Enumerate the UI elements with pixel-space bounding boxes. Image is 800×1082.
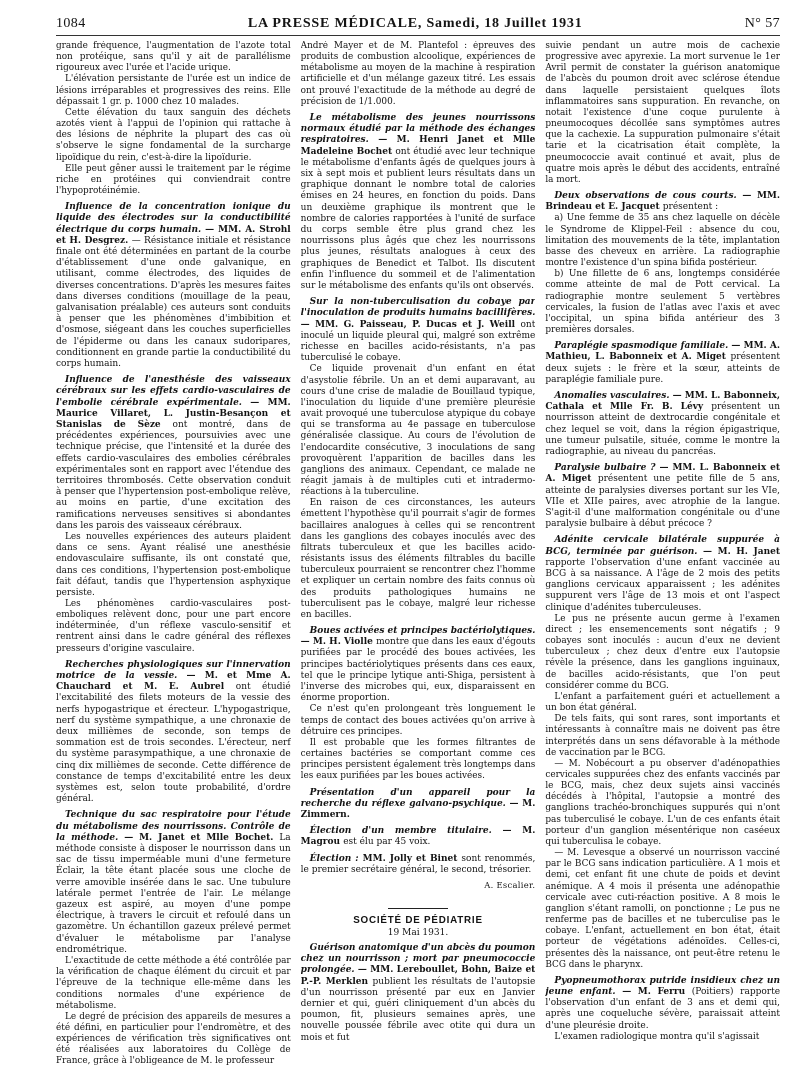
paragraph: b) Une fillette de 6 ans, longtemps considérée comme atteinte de mal de Pott cervical. La radiographie montre seulement 5 vertèbres cervicales, la fusion de l'atlas avec l'axis et avec l'occipital, un spina bifida antérieur des 3 premières dorsales. xyxy=(545,269,781,335)
communication-title: Anomalies vasculaires. xyxy=(554,390,670,401)
divider xyxy=(388,908,448,909)
communication-authors: — MM. G. Paisseau, P. Ducas et J. Weill xyxy=(300,319,516,330)
communication xyxy=(301,788,536,822)
communication-authors: — MM. A. Strohl et H. Desgrez. xyxy=(56,224,291,246)
communication-text: ont inoculé un liquide pleural qui, malgré son extrême richesse en bacilles acido-résistants, n'a pas tuberculisé le cobaye. xyxy=(300,319,536,364)
paragraph: L'élévation persistante de l'urée est un indice de lésions irréparables et progressives des reins. Elle dépassait 1 gr. p. 1000 chez 10 malades. xyxy=(56,74,291,107)
paragraph: a) Une femme de 35 ans chez laquelle on décèle le Syndrome de Klippel-Feil : absence du cou, limitation des mouvements de la tête, implantation basse des cheveux en arrière. La radiographie montre l'existence d'un spina bifida postérieur. xyxy=(545,213,781,269)
communication xyxy=(545,391,780,458)
communication-title: Influence de l'anesthésie des vaisseaux cérébraux sur les effets cardio-vasculaires de l'embolie cérébrale expérimentale. xyxy=(56,375,291,408)
communication-text: ont étudié avec leur technique le métabolisme d'enfants âgés de quelques jours à six à sept mois et publient leurs résultats dans un graphique donnant le nombre total de calories émises en 24 heures, en fonction du poids. Dans un deuxième graphique ils montrent que le nombre de calories rapportées à l'unité de surface du corps semble être plus grand chez les nourrissons plus âgés que chez les nourrissons plus jeunes, résultats analogues à ceux des graphiques de Benedict et Talbot. Ils discutent enfin l'influence du sommeil et de l'alimentation sur le métabolisme des enfants qu'ils ont observés. xyxy=(300,146,536,291)
communication-authors: — MM. L. Babonneix et A. Miget xyxy=(545,463,781,485)
communication-text: ont montré, dans de précédentes expériences, poursuivies avec une technique précise, que l'intensité et la durée des effets cardio-vasculaires des embolies cérébrales expérimentales sont en rapport avec l'étendue des territoires thrombosés. Cette observation conduit à penser que l'hypertension post-embolique relève, au moins en partie, d'une excitation des ramifications nerveuses sensitives si abondantes dans les parois des vaisseaux cérébraux. xyxy=(56,420,291,531)
communication-authors: — MM. L. Babonneix, Cathala et Mlle Fr. B. Lévy xyxy=(545,390,781,413)
communication-text: ont étudié l'excitabilité des filets moteurs de la vessie des nerfs hypogastrique et érecteur. L'hypogastrique, nerf du système sympathique, a une chronaxie de deux millièmes de seconde, son temps de sommation est de trois secondes. L'érecteur, nerf du système parasympathique, a une chronaxie de cinq dix millièmes de seconde. Cette différence de constance de temps d'excitabilité entre les deux systèmes est, selon toute probabilité, d'ordre général. xyxy=(56,682,291,805)
column-right xyxy=(545,41,780,1081)
communication xyxy=(56,660,291,806)
communication-authors: — M. Zimmern. xyxy=(300,798,536,820)
paragraph: Les nouvelles expériences des auteurs plaident dans ce sens. Ayant réalisé une anesthésie endovasculaire suffisante, ils ont constaté que, dans ces conditions, l'hypertension post-embolique fait défaut, tandis que l'hypertension asphyxique persiste. xyxy=(56,532,291,598)
communication-title: Influence de la concentration ionique du liquide des électrodes sur la conductibilité électrique du corps humain. xyxy=(56,202,291,235)
communication-title: Deux observations de cous courts. xyxy=(554,191,737,202)
page-number: 1084 xyxy=(56,16,86,31)
communication-authors: — MM. A. Mathieu, L. Babonneix et A. Miget xyxy=(545,341,781,363)
communication xyxy=(301,943,536,1044)
communication xyxy=(301,297,536,364)
paragraph: Les phénomènes cardio-vasculaires post-emboliques relèvent donc, pour une part encore indéterminée, d'un réflexe vasculo-sensitif et rentrent ainsi dans le cadre général des réflexes presseurs d'origine vasculaire. xyxy=(56,599,291,654)
communication-authors: — MM. Maurice Villaret, L. Justin-Besançon et Stanislas de Sèze xyxy=(56,397,291,431)
communication-title: Élection d'un membre titulaire. xyxy=(309,826,492,837)
society-heading: SOCIÉTÉ DE PÉDIATRIE xyxy=(353,914,483,926)
communication-title: Boues activées et principes bactériolytiques. xyxy=(309,626,536,636)
journal-page xyxy=(56,16,780,1081)
communication-place: (Poitiers) xyxy=(691,987,734,998)
paragraph: Ce liquide provenait d'un enfant en état d'asystolie fébrile. Un an et demi auparavant, au cours d'une crise de maladie de Bouillaud typique, l'inoculation du liquide d'une première pleurésie avait provoqué une tuberculose atypique du cobaye qui se transforma au 4e passage en tuberculose généralisée classique. Au cours de l'évolution de l'endocardite consécutive, 3 inoculations de sang provoquèrent l'apparition de bacilles dans les ganglions des animaux. Cependant, ce malade ne réagit jamais à de multiples cuti et intradermo-réactions à la tuberculine. xyxy=(300,364,536,498)
communication xyxy=(56,375,291,532)
communication-text: présentent : xyxy=(662,202,719,213)
communication xyxy=(545,341,780,386)
communication-authors: — M. Henri Janet et Mlle Madeleine Bochet xyxy=(300,135,536,157)
session-date: 19 Mai 1931. xyxy=(387,927,449,938)
paragraph: Elle peut gêner aussi le traitement par le régime riche en protéines qui conviendrait contre l'hypoprotéinémie. xyxy=(56,163,291,197)
communication-text: sont renommés, le premier secrétaire général, le second, trésorier. xyxy=(300,853,536,875)
signature: A. Escalier. xyxy=(484,879,536,890)
communication xyxy=(545,463,780,530)
communication-text: rapporte l'observation d'un enfant de 3 ans et demi qui, après une coqueluche sévère, paraissait atteint d'une pleurésie droite. xyxy=(545,987,781,1031)
paragraph: Le pus ne présente aucun germe à l'examen direct ; les ensemencements sont négatifs ; 9 cobayes sont inoculés : aucun d'eux ne devient tuberculeux ; chez deux d'entre eux l'autopsie révèle la présence, dans les ganglions inguinaux, de bacilles acido-résistants, que l'on peut considérer comme du BCG. xyxy=(545,613,781,691)
communication-authors: — M. H. Janet xyxy=(703,546,781,557)
communication-title: Présentation d'un appareil pour la recherche du réflexe galvano-psychique. xyxy=(300,787,536,809)
paragraph: L'enfant a parfaitement guéri et actuellement a un bon état général. xyxy=(545,691,781,714)
communication xyxy=(301,626,536,704)
communication-title: Recherches physiologiques sur l'innervation motrice de la vessie. xyxy=(56,659,291,681)
communication-text: montre que dans les eaux d'égouts purifiées par le procédé des boues activées, les principes bactériolytiques présents dans ces eaux, tel que le principe lytique anti-Shiga, persistent à l'inverse des microbes qui, eux, disparaissent en énorme proportion. xyxy=(300,637,536,704)
paragraph: suivie pendant un autre mois de cachexie progressive avec apyrexie. La mort survenue le 1er Avril permit de constater la guérison anatomique de l'abcès du poumon droit avec sclérose étendue dans laquelle persistaient quelques îlots inflammatoires sans suppuration. En revanche, on notait l'existence d'une coque purulente à pneumocoques décollée sans symptômes autres que la cachexie. La suppuration pulmonaire s'était tarie et la cicatrisation était complète, la pneumococcie avait continué et avait, plus de quatre mois après le début des accidents, entraîné la mort. xyxy=(545,41,781,185)
communication-title: Adénite cervicale bilatérale suppurée à BCG, terminée par guérison. xyxy=(545,535,781,557)
communication-authors: — M. et Mme A. Chauchard et M. E. Aubrel xyxy=(56,671,291,693)
communication-text: — Résistance initiale et résistance finale ont été déterminées en partant de la courbe d'établissement d'une onde galvanique, en utilisant, comme électrodes, des liquides de diverses concentrations. D'après les mesures faites dans diverses conditions (mouillage de la peau, galvanisation préalable) ces auteurs sont conduits à penser que les phénomènes d'imbibition et d'osmose, siégeant dans les couches superficielles de l'épiderme ou dans les canaux sudoripares, conditionnent en grande partie la conductibilité du corps humain. xyxy=(56,235,291,370)
column-left xyxy=(56,41,291,1081)
communication-title: Paraplégie spasmodique familiale. xyxy=(554,341,729,352)
running-header xyxy=(56,16,780,36)
communication-text: présentent une petite fille de 5 ans, atteinte de paralysies diverses portant sur les VIe, VIIe et XIIe paires, avec atrophie de la langue. S'agit-il d'une malformation congénitale ou d'une paralysie bulbaire à début précoce ? xyxy=(545,474,781,530)
communication-title: Paralysie bulbaire ? xyxy=(554,463,656,474)
paragraph: L'exactitude de cette méthode a été contrôlée par la vérification de chaque élément du circuit et par l'épreuve de la technique elle-même dans les conditions normales d'une expérience de métabolisme. xyxy=(56,956,291,1011)
communication-text: est élu par 45 voix. xyxy=(343,837,431,848)
communication-authors: — M. Magrou xyxy=(300,826,536,848)
communication xyxy=(301,854,536,876)
paragraph: Ce n'est qu'en prolongeant très longuement le temps de contact des boues activées qu'on arrive à détruire ces principes. xyxy=(300,704,536,737)
communication-text: La méthode consiste à disposer le nourrisson dans un sac de tissu imperméable muni d'une fermeture Éclair, la tête étant placée sous une cloche de verre amovible insérée dans le sac. Une tubulure latérale permet l'entrée de l'air. Le mélange gazeux est aspiré, au moyen d'une pompe électrique, à travers le circuit et refoulé dans un gazomètre. Un échantillon gazeux prélevé permet d'évaluer le métabolisme par l'analyse endrométrique. xyxy=(56,832,291,955)
communication xyxy=(301,113,536,292)
paragraph: Le degré de précision des appareils de mesures a été défini, en particulier pour l'endromètre, et des expériences de vérification très significatives ont été réalisées aux laboratoires du Collège de France, grâce à l'obligeance de M. le professeur xyxy=(56,1011,291,1067)
issue-number: N° 57 xyxy=(744,16,780,31)
communication-text: publient les résultats de l'autopsie d'un nourrisson présenté par eux en Janvier dernier et qui, guéri cliniquement d'un abcès du poumon, fit, plusieurs semaines après, une nouvelle poussée fébrile avec otite qui dura un mois et fut xyxy=(300,976,536,1043)
paragraph: L'examen radiologique montra qu'il s'agissait xyxy=(554,1031,760,1042)
communication-title: Guérison anatomique d'un abcès du poumon chez un nourrisson ; mort par pneumococcie prolongée. xyxy=(300,942,536,976)
paragraph: grande fréquence, l'augmentation de l'azote total non protéique, sans qu'il y ait de parallélisme rigoureux avec l'urée et l'acide urique. xyxy=(56,41,291,74)
communication-authors: — M. Ferru xyxy=(622,987,686,998)
communication-authors: — MM. Lereboullet, Bohn, Baize et P.-P. Merklen xyxy=(300,965,536,987)
communication xyxy=(56,810,291,956)
paragraph: André Mayer et de M. Plantefol : épreuves des produits de combustion alcoolique, expériences de métabolisme au moyen de la machine à respiration artificielle et d'un mélange gazeux titré. Les essais ont prouvé l'exactitude de la méthode au degré de précision de 1/1.000. xyxy=(300,41,536,107)
communication xyxy=(56,202,291,370)
paragraph: Il est probable que les formes filtrantes de certaines bactéries se comportant comme ces principes persistent également très longtemps dans les eaux purifiées par les boues activées. xyxy=(300,737,536,782)
communication-authors: — M. H. Violle xyxy=(300,637,373,648)
communication xyxy=(545,191,780,213)
paragraph: De tels faits, qui sont rares, sont importants et intéressants à connaître mais ne doivent pas être interprétés dans un sens défavorable à la méthode de vaccination par le BCG. xyxy=(545,714,781,758)
communication xyxy=(301,826,536,848)
communication-title: Élection : xyxy=(309,853,359,864)
communication-text: présentent un nourrisson atteint de dextrocardie congénitale et chez lequel se voit, dans la région épigastrique, une tumeur pulsatile, située, comme le montre la radiographie, au niveau du pancréas. xyxy=(545,402,781,457)
communication xyxy=(545,535,780,613)
communication xyxy=(545,976,780,1032)
paragraph: — M. Levesque a observé un nourrisson vacciné par le BCG sans indication particulière. A 1 mois et demi, cet enfant fit une chute de poids et devint anémique. A 4 mois il présenta une adénopathie cervicale avec cuti-réaction positive. A 8 mois le ganglion s'étant ramolli, on ponctionne ; Le pus ne renferme pas de bacilles et ne tuberculise pas le cobaye. L'enfant, actuellement en bon état, était porteur de végétations adénoïdes. Celles-ci, présentes dès la naissance, ont peut-être retenu le BCG dans le pharynx. xyxy=(545,848,781,970)
communication-authors: — MM. Brindeau et E. Jacquet xyxy=(545,191,781,213)
communication-title: Sur la non-tuberculisation du cobaye par l'inoculation de produits humains bacillifères. xyxy=(300,297,536,319)
communication-text: présentent deux sujets : le frère et la sœur, atteints de paraplégie familiale pure. xyxy=(545,352,781,385)
column-middle xyxy=(301,41,536,1081)
communication-title: Pyopneumothorax putride insidieux chez un jeune enfant. xyxy=(545,975,781,998)
communication-authors: — M. Janet et Mlle Bochet. xyxy=(124,832,274,843)
communication-title: Le métabolisme des jeunes nourrissons normaux étudié par la méthode des échanges respiratoires. xyxy=(300,112,536,146)
paragraph: Cette élévation du taux sanguin des déchets azotés vient à l'appui de l'opinion qui rattache à des lésions de néphrite la plupart des cas où s'observe le signe fondamental de la surcharge lipoïdique du rein, c'est-à-dire la lipoïdurie. xyxy=(56,107,291,163)
communication-text: rapporte l'observation d'une enfant vaccinée au BCG à sa naissance. A l'âge de 2 mois des petits ganglions cervicaux apparaissent ; les adénites suppurent vers l'âge de 13 mois et ont l'aspect clinique d'adénites tuberculeuses. xyxy=(545,557,781,613)
journal-title: LA PRESSE MÉDICALE, Samedi, 18 Juillet 1931 xyxy=(247,16,583,31)
paragraph: — M. Nobécourt a pu observer d'adénopathies cervicales suppurées chez des enfants vaccinés par le BCG, mais, chez deux sujets ainsi vaccinés décédés à l'hôpital, l'autopsie a montré des ganglions trachéo-bronchiques suppurés qui n'ont pas tuberculisé le cobaye. L'un de ces enfants était porteur d'un ganglion mésentérique non caséeux qui tuberculisa le cobaye. xyxy=(545,758,781,847)
communication-title: Technique du sac respiratoire pour l'étude du métabolisme des nourrissons. Contrôle de la méthode. xyxy=(56,810,291,843)
communication-authors: MM. Jolly et Binet xyxy=(362,853,458,864)
paragraph: En raison de ces circonstances, les auteurs émettent l'hypothèse qu'il pourrait s'agir de formes bacillaires analogues à celles qui se rencontrent dans les ganglions des cobayes inoculés avec des filtrats tuberculeux et que les bacilles acido-résistants issus des éléments filtrables du bacille tuberculeux pourraient se rencontrer chez l'homme et expliquer un certain nombre des faits connus où des produits pathologiques humains ne tuberculisent pas le cobaye, malgré leur richesse en bacilles. xyxy=(300,498,536,620)
